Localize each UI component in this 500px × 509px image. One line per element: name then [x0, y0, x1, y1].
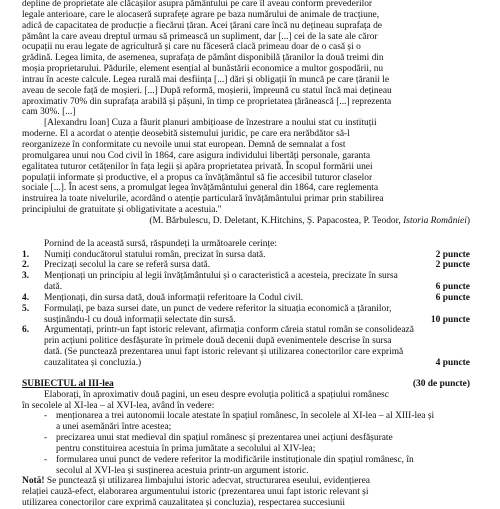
question-item	[22, 250, 470, 261]
question-number: 4.	[22, 292, 30, 303]
question-item	[22, 325, 470, 368]
requirement-line: secolul al XVI-lea și susținerea acestuia printr-un argument istoric.	[56, 465, 309, 476]
note-line	[22, 476, 470, 487]
source-line: aproximativ 70% din suprafața arabilă și pășuni, în timp ce proprietatea țărănească [...] reprezenta	[22, 96, 392, 107]
source-line: egalitatea tuturor cetățenilor în fața legii și apăra proprietatea privată. În scopul formării unei	[22, 161, 373, 172]
question-item	[22, 304, 470, 326]
citation-title: Istoria României	[403, 215, 467, 226]
note-text: Se punctează și utilizarea limbajului istoric adecvat, structurarea eseului, evidențierea	[44, 476, 370, 487]
question-number: 2.	[22, 260, 30, 271]
citation-authors: (M. Bărbulescu, D. Deletant, K.Hitchins, Ș. Papacostea, P. Teodor,	[149, 215, 404, 226]
section-points: (30 de puncte)	[412, 378, 470, 389]
question-text: prin acțiuni politice desfășurate în primele două decenii după evenimentele descrise în sursa	[44, 336, 392, 347]
question-text: Precizați secolul la care se referă sursa dată.	[44, 260, 211, 271]
source-line: grădină. Legea limita, de asemenea, suprafața de pământ disponibilă țăranilor la două treimi din	[22, 53, 384, 64]
note-line: utilizarea conectorilor care exprimă cauzalitatea și concluzia), respectarea succesiunii	[22, 498, 346, 509]
question-points: 10 puncte	[430, 314, 470, 325]
requirement-line: pentru constituirea acestuia în prima jumătate a secolului al XIV-lea;	[56, 443, 316, 454]
question-text: dată. (Se punctează prezentarea unui fapt istoric relevant și utilizarea conectorilor care exprimă	[44, 347, 404, 358]
dash-marker: -	[44, 411, 48, 422]
question-text: dată.	[44, 282, 63, 293]
requirement-line: formularea unui punct de vedere referitor la modificările instituționale din spațiul românesc, în	[56, 454, 414, 465]
source-line: promulgarea unui nou Cod civil în 1864, care asigura individului libertăți personale, garanta	[22, 150, 371, 161]
question-text: Menționați, din sursa dată, două informații referitoare la Codul civil.	[44, 292, 303, 303]
question-number: 5.	[22, 303, 30, 314]
requirement-line: a unei asemănări între acestea;	[56, 422, 172, 433]
note-label: Notă!	[22, 476, 45, 487]
source-line: adică de capacitatea de producție a fiecărui țăran. Acei țărani care încă nu dețineau suprafața de	[22, 20, 382, 31]
question-points: 6 puncte	[435, 282, 470, 293]
source-line: moșia proprietarului. Pădurile, element esențial al bunăstării economice a multor gospodării, nu	[22, 64, 384, 75]
citation-close: )	[466, 215, 470, 226]
question-text: susținându-l cu două informații selectate din sursă.	[44, 314, 236, 325]
question-text: Formulați, pe baza sursei date, un punct de vedere referitor la situația economică a țăranilor,	[44, 303, 392, 314]
source-line: principiului de gratuitate și obligativitate a acestuia."	[22, 205, 222, 216]
questions-list	[22, 250, 470, 369]
question-text: Argumentați, printr-un fapt istoric relevant, afirmația conform căreia statul român se consolidează	[44, 325, 414, 336]
question-points: 4 puncte	[435, 358, 470, 368]
question-points: 2 puncte	[435, 249, 470, 260]
dash-marker: -	[44, 454, 48, 465]
source-line: depline de proprietate ale clăcașilor asupra pământului pe care îl aveau conform prevederilor	[22, 0, 373, 9]
question-text: Numiți conducătorul statului român, precizat în sursa dată.	[44, 249, 266, 260]
question-number: 3.	[22, 271, 30, 282]
essay-intro-line: Elaborați, în aproximativ două pagini, un eseu despre evoluția politică a spațiului românesc	[44, 389, 389, 400]
essay-intro	[22, 390, 470, 412]
source-line: intrau în aceste calcule. Legea rurală mai desființa [...] dări și obligații în muncă pe care țăranii le	[22, 74, 390, 85]
source-line: sociale [...]. În acest sens, a promulgat legea învățământului general din 1864, care reglementa	[22, 183, 379, 194]
source-line: legale anterioare, care le alocaseră suprafețe agrare pe baza numărului de animale de tracțiune,	[22, 9, 380, 20]
section-title: SUBIECTUL al III-lea	[22, 378, 114, 389]
question-text: cauzalitatea și concluzia.)	[44, 358, 142, 368]
question-points: 2 puncte	[435, 260, 470, 271]
source-line: [Alexandru Ioan] Cuza a făurit planuri ambițioase de înzestrare a noului stat cu instituții	[44, 118, 377, 129]
source-line: ocupații nu erau legate de agricultură și care nu făceseră clacă primeau doar de o casă și o	[22, 42, 361, 53]
requirement-line: menționarea a trei autonomii locale atestate în spațiul românesc, în secolele al XI-lea – al XIII-lea și	[56, 411, 435, 422]
source-line: cam 30%. [...]	[22, 107, 76, 118]
question-number: 1.	[22, 249, 30, 260]
question-points: 6 puncte	[435, 292, 470, 303]
source-line: populații informate și productive, el a propus ca învățământul să fie accesibil tuturor claselor	[22, 172, 373, 183]
source-line: aveau de secole față de moșieri. [...] După reformă, moșierii, împreună cu statul încă mai dețineau	[22, 85, 392, 96]
question-item	[22, 260, 470, 271]
essay-requirement	[22, 411, 470, 433]
dash-marker: -	[44, 433, 48, 444]
question-number: 6.	[22, 325, 30, 336]
question-item	[22, 293, 470, 304]
source-paragraph-2	[22, 118, 470, 216]
essay-requirement	[22, 433, 470, 455]
essay-intro-line: în secolele al XI-lea – al XVI-lea, având în vedere:	[22, 400, 215, 411]
requirements-intro: Pornind de la această sursă, răspundeți la următoarele cerințe:	[44, 238, 277, 249]
source-line: reorganizeze în conformitate cu nevoile unui stat european. Demnă de semnalat a fost	[22, 139, 346, 150]
source-line: instruirea la toate nivelurile, acordând o atenție particulară învățământului primar prin stabilirea	[22, 194, 384, 205]
note-line: relației cauză-efect, elaborarea argumentului istoric (prezentarea unui fapt istoric relevant și	[22, 487, 369, 498]
question-item	[22, 271, 470, 293]
requirement-line: precizarea unui stat medieval din spațiul românesc și prezentarea unei acțiuni desfășurate	[56, 433, 393, 444]
source-line: pământ la care aveau dreptul urmau să primească un supliment, dar [...] cei de la sate ale căror	[22, 31, 378, 42]
source-line: moderne. El a acordat o atenție deosebită sistemului juridic, pe care era nerăbdător să-l	[22, 129, 350, 140]
source-citation	[22, 216, 470, 227]
section-heading	[22, 379, 470, 390]
essay-note	[22, 476, 470, 509]
essay-requirement	[22, 455, 470, 477]
question-text: Menționați un principiu al legii învățământului și o caracteristică a acesteia, precizate în sursa	[44, 271, 398, 282]
essay-requirements	[22, 411, 470, 476]
source-paragraph-1	[22, 0, 470, 118]
